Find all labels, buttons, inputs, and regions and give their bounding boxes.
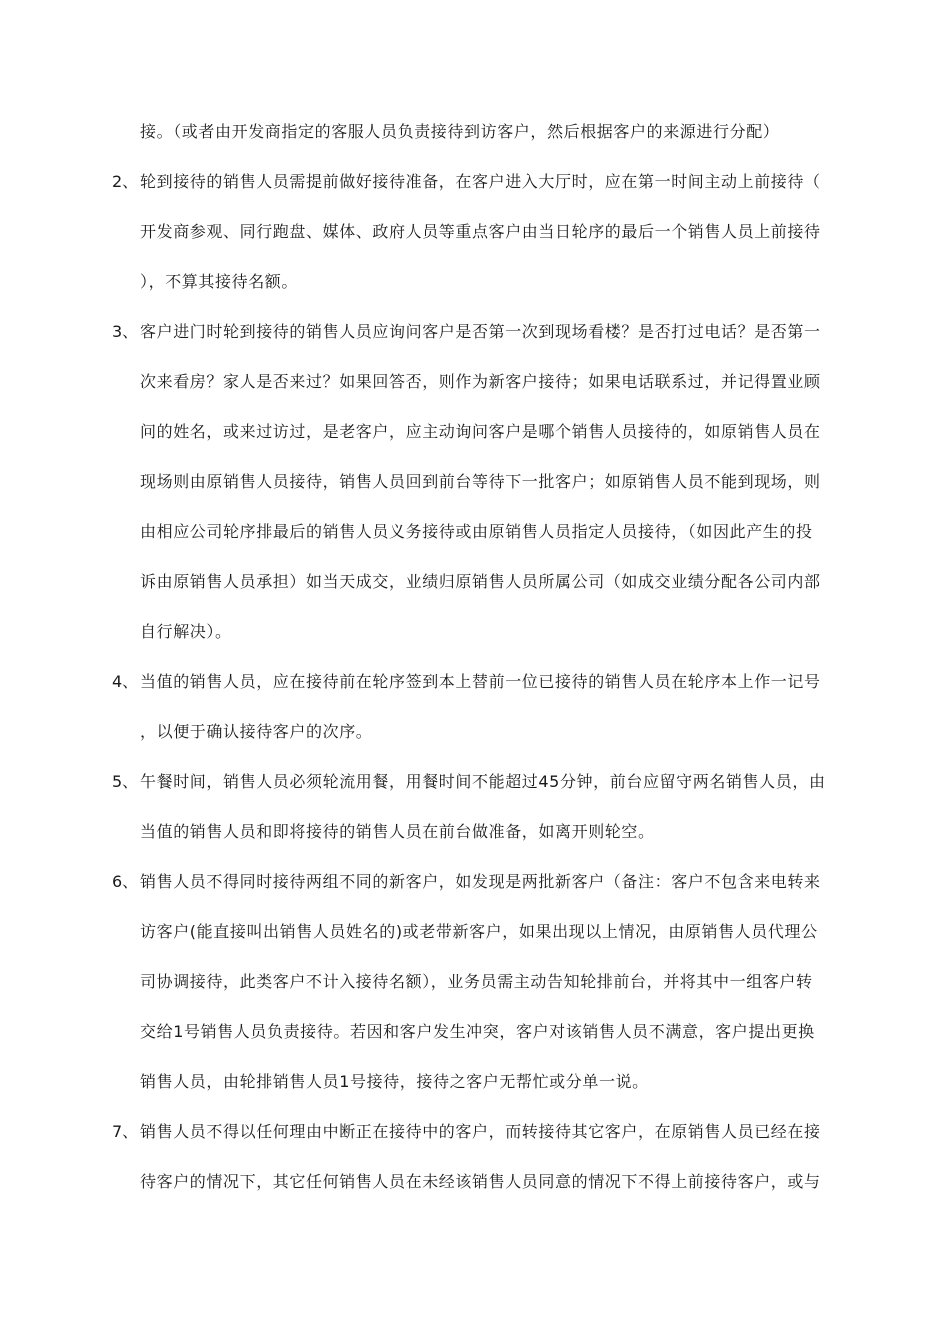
item-3-line-4: 现场则由原销售人员接待，销售人员回到前台等待下一批客户；如原销售人员不能到现场，则	[140, 472, 821, 491]
item-3-line-6: 诉由原销售人员承担）如当天成交，业绩归原销售人员所属公司（如成交业绩分配各公司内部	[140, 572, 821, 591]
item-3-line-5: 由相应公司轮序排最后的销售人员义务接待或由原销售人员指定人员接待，（如因此产生的投	[140, 522, 813, 541]
item-2-line-1: 轮到接待的销售人员需提前做好接待准备，在客户进入大厅时，应在第一时间主动上前接待（	[140, 172, 821, 191]
item-2-line-2: 开发商参观、同行跑盘、媒体、政府人员等重点客户由当日轮序的最后一个销售人员上前接待	[140, 222, 821, 241]
item-3-line-1: 客户进门时轮到接待的销售人员应询问客户是否第一次到现场看楼？是否打过电话？是否第一	[140, 322, 821, 341]
item-5-line-1: 午餐时间，销售人员必须轮流用餐，用餐时间不能超过45分钟，前台应留守两名销售人员，由	[140, 772, 826, 791]
item-number: 2、	[112, 172, 139, 191]
item-6-line-1: 销售人员不得同时接待两组不同的新客户，如发现是两批新客户（备注：客户不包含来电转来	[140, 872, 821, 891]
item-7-line-1: 销售人员不得以任何理由中断正在接待中的客户，而转接待其它客户，在原销售人员已经在接	[140, 1122, 821, 1141]
item-6-line-4: 交给1号销售人员负责接待。若因和客户发生冲突，客户对该销售人员不满意，客户提出更换	[140, 1022, 815, 1041]
item-3-line-2: 次来看房？家人是否来过？如果回答否，则作为新客户接待；如果电话联系过，并记得置业顾	[140, 372, 821, 391]
item-number: 4、	[112, 672, 139, 691]
item-number: 7、	[112, 1122, 139, 1141]
item-2-line-3: ），不算其接待名额。	[140, 272, 299, 291]
item-7-line-2: 待客户的情况下，其它任何销售人员在未经该销售人员同意的情况下不得上前接待客户，或与	[140, 1172, 821, 1191]
item-6-line-2: 访客户(能直接叫出销售人员姓名的)或老带新客户，如果出现以上情况，由原销售人员代理公	[140, 922, 818, 941]
item-number: 5、	[112, 772, 139, 791]
intro-line: 接。（或者由开发商指定的客服人员负责接待到访客户，然后根据客户的来源进行分配）	[140, 122, 780, 141]
item-6-line-3: 司协调接待，此类客户不计入接待名额），业务员需主动告知轮排前台，并将其中一组客户转	[140, 972, 813, 991]
item-6-line-5: 销售人员，由轮排销售人员1号接待，接待之客户无帮忙或分单一说。	[140, 1072, 649, 1091]
item-number: 6、	[112, 872, 139, 891]
item-4-line-1: 当值的销售人员，应在接待前在轮序签到本上替前一位已接待的销售人员在轮序本上作一记号	[140, 672, 821, 691]
item-3-line-3: 问的姓名，或来过访过，是老客户，应主动询问客户是哪个销售人员接待的，如原销售人员在	[140, 422, 821, 441]
item-number: 3、	[112, 322, 139, 341]
item-4-line-2: ，以便于确认接待客户的次序。	[140, 722, 373, 741]
item-5-line-2: 当值的销售人员和即将接待的销售人员在前台做准备，如离开则轮空。	[140, 822, 655, 841]
item-3-line-7: 自行解决）。	[140, 622, 232, 641]
